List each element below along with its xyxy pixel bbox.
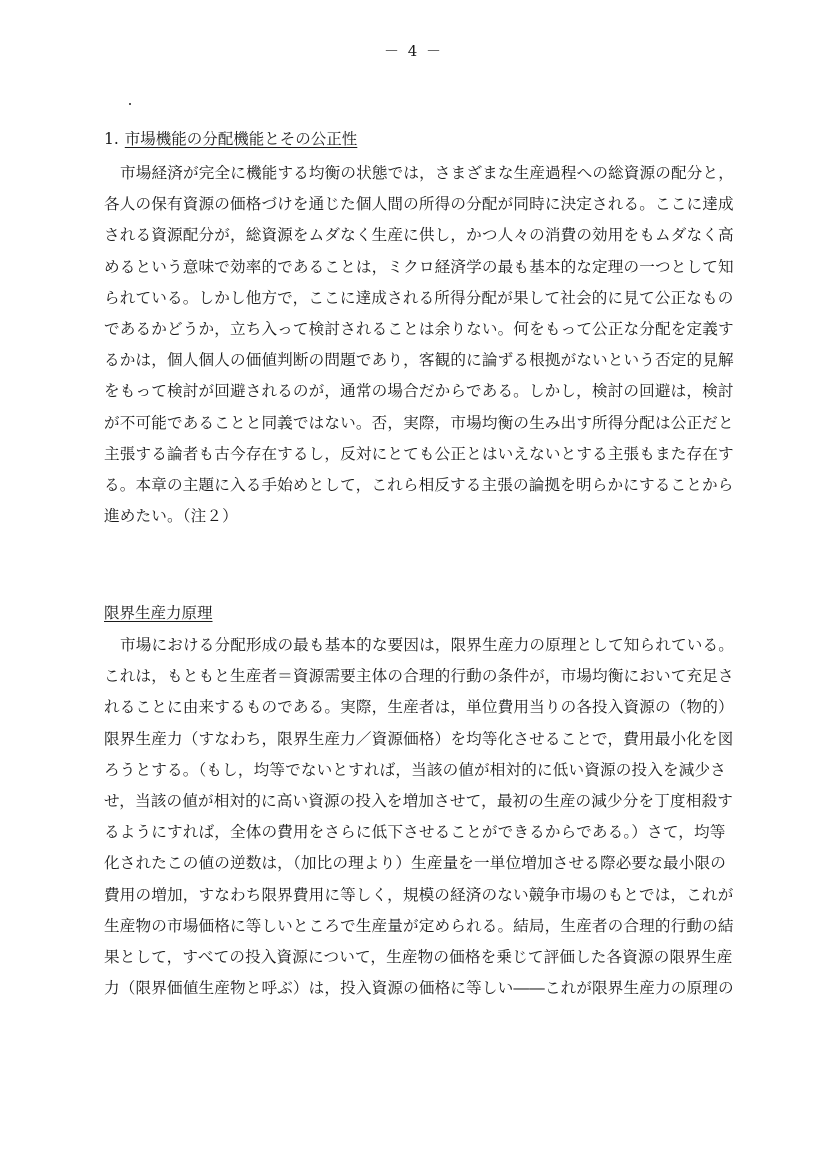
section-2-heading <box>104 602 704 624</box>
paragraph-line: れることに由来するものである。実際，生産者は，単位費用当りの各投入資源の（物的） <box>104 698 734 717</box>
paragraph-line: 各人の保有資源の価格づけを通じた個人間の所得の分配が同時に決定される。ここに達成 <box>104 195 734 214</box>
paragraph-line: 限界生産力（すなわち，限界生産力／資源価格）を均等化させることで，費用最小化を図 <box>104 729 734 748</box>
paragraph-line: るようにすれば，全体の費用をさらに低下させることができるからである。）さて，均等 <box>104 823 726 842</box>
paragraph-line: る。本章の主題に入る手始めとして，これら相反する主張の論拠を明らかにすることから <box>104 476 734 495</box>
paragraph-line: が不可能であることと同義ではない。否，実際，市場均衡の生み出す所得分配は公正だと <box>104 413 734 432</box>
paragraph-line: 主張する論者も古今存在するし，反対にとても公正とはいえないとする主張もまた存在す <box>104 444 734 463</box>
paragraph-line: 生産物の市場価格に等しいところで生産量が定められる。結局，生産者の合理的行動の結 <box>104 916 734 935</box>
section-2-paragraph <box>104 630 735 1004</box>
scan-speck <box>129 103 131 105</box>
paragraph-line: これは，もともと生産者＝資源需要主体の合理的行動の条件が，市場均衡において充足さ <box>104 667 734 686</box>
paragraph-line: 力（限界価値生産物と呼ぶ）は，投入資源の価格に等しい――これが限界生産力の原理の <box>104 979 734 998</box>
paragraph-line: るかは，個人個人の価値判断の問題であり，客観的に論ずる根拠がないという否定的見解 <box>104 351 734 370</box>
page-number: － 4 － <box>383 42 444 60</box>
paragraph-line: をもって検討が回避されるのが，通常の場合だからである。しかし，検討の回避は，検討 <box>104 382 734 401</box>
paragraph-line: 市場における分配形成の最も基本的な要因は，限界生産力の原理として知られている。 <box>120 636 735 654</box>
paragraph-line: される資源配分が，総資源をムダなく生産に供し，かつ人々の消費の効用をもムダなく高 <box>104 226 734 245</box>
paragraph-line: めるという意味で効率的であることは，ミクロ経済学の最も基本的な定理の一つとして知 <box>104 257 734 276</box>
paragraph-line: 果として，すべての投入資源について，生産物の価格を乗じて評価した各資源の限界生産 <box>104 948 733 967</box>
section-1-title: 市場機能の分配機能とその公正性 <box>124 130 358 148</box>
paragraph-line: であるかどうか，立ち入って検討されることは余りない。何をもって公正な分配を定義す <box>104 320 734 339</box>
section-2-title: 限界生産力原理 <box>104 604 213 622</box>
section-1-heading <box>104 128 704 150</box>
paragraph-line: 市場経済が完全に機能する均衡の状態では，さまざまな生産過程への総資源の配分と， <box>120 164 735 182</box>
section-1-paragraph <box>104 158 735 532</box>
paragraph-line: ろうとする。（もし，均等でないとすれば，当該の値が相対的に低い資源の投入を減少さ <box>104 760 726 779</box>
section-1-number: 1. <box>104 130 119 148</box>
paragraph-line: られている。しかし他方で，ここに達成される所得分配が果して社会的に見て公正なもの <box>104 288 734 307</box>
paragraph-line: 費用の増加，すなわち限界費用に等しく，規模の経済のない競争市場のもとでは，これが <box>104 885 734 904</box>
paragraph-line: せ，当該の値が相対的に高い資源の投入を増加させて，最初の生産の減少分を丁度相殺す <box>104 792 733 811</box>
paragraph-line: 化されたこの値の逆数は，（加比の理より）生産量を一単位増加させる際必要な最小限の <box>104 854 726 873</box>
paragraph-line: 進めたい。（注２） <box>104 507 238 526</box>
